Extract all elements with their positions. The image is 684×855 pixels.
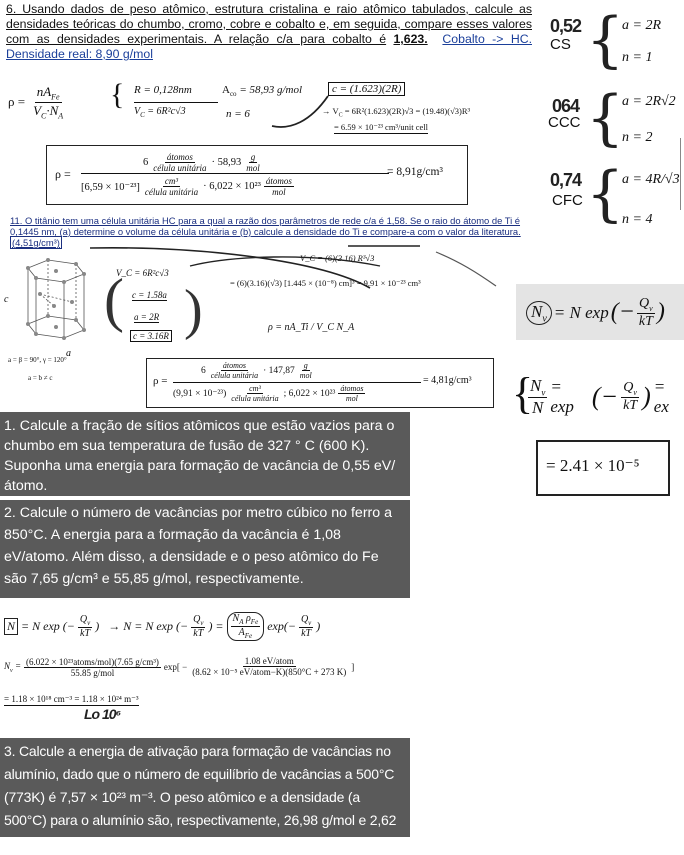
given-n: n = 6 xyxy=(226,108,250,120)
vacancy-exp-frac xyxy=(637,296,655,330)
cobalt-mass: · 58,93 xyxy=(211,157,242,168)
fe-nrho-sub: A xyxy=(239,618,244,626)
vacancy-lhs-n: N xyxy=(531,301,543,321)
given-aco-val: = 58,93 g/mol xyxy=(239,84,303,96)
ti-cm3-frac xyxy=(229,384,280,403)
hand-arrow xyxy=(270,92,340,132)
given-vc-result: = 6.59 × 10⁻²³ cm³/unit cell xyxy=(334,122,428,132)
structure-ccc-eq1: a = 2R√2 xyxy=(622,94,676,109)
given-r: R = 0,128nm xyxy=(134,84,192,96)
fe-line1-frac3 xyxy=(299,614,313,639)
fe-line1-exp2: = N exp xyxy=(134,619,173,633)
cobalt-atomsmol-frac xyxy=(264,176,294,197)
cobalt-calc-box xyxy=(46,145,468,205)
ti-brace-right: ) xyxy=(184,279,203,341)
given-vc-val: = 6R²c√3 xyxy=(147,106,186,117)
vacancy-ratio-brace: { xyxy=(512,369,534,418)
given-vc xyxy=(134,106,186,119)
density-num: nA xyxy=(36,84,52,99)
ti-calc-rho: ρ = xyxy=(153,375,168,387)
vacancy-ratio-q: Q xyxy=(623,380,634,396)
fe-calc-line3: = 1.18 × 10¹⁸ cm⁻³ = 1.18 × 10²⁴ m⁻³ xyxy=(4,694,139,704)
ti-atoms: átomos xyxy=(222,361,246,370)
fe-kt: kT xyxy=(80,628,91,639)
fe-line1-exp: = N exp xyxy=(21,619,60,633)
ti-gmol-frac xyxy=(298,361,314,380)
given-divider xyxy=(134,102,218,103)
problem-11-lit: (4,51g/cm³) xyxy=(12,237,60,248)
structure-cfc-eq1: a = 4R/√3 xyxy=(622,172,680,187)
vacancy-ratio-eq: $\frac{N_v}{N}$ = exp (− $\frac{Q_v}{kT}$ ) = ex xyxy=(528,376,684,418)
titanium-calc-box xyxy=(146,358,494,408)
ti-a-eq: a = 2R xyxy=(134,312,160,322)
cobalt-cell: célula unitária xyxy=(153,163,207,173)
fe-line1-frac xyxy=(78,614,92,639)
fe-line2-exp-den: (8.62 × 10⁻⁵ eV/atom−K)(850°C + 273 K) xyxy=(192,667,347,677)
cobalt-fraction xyxy=(81,148,389,200)
vacancy-ratio-kt: kT xyxy=(623,398,638,414)
fe-kt-3: kT xyxy=(301,628,312,639)
cobalt-gmol-frac xyxy=(244,152,262,173)
vacancy-formula-box xyxy=(516,284,684,340)
cobalt-rho: ρ = xyxy=(55,167,71,181)
fe-line1-n: N xyxy=(4,618,18,635)
fe-line2-exp-frac xyxy=(190,656,348,678)
given-vc-calc: → $V_C = 6R^2(1.623)(2R)√3 = (19.48)(√3)R^3$ xyxy=(322,106,471,119)
hcp-neq: a = b ≠ c xyxy=(28,374,53,382)
ti-na: ; 6,022 × 10²³ xyxy=(283,388,336,399)
fe-calc-block xyxy=(4,606,414,726)
ti-vol: (9,91 × 10⁻²³) xyxy=(173,389,227,399)
cobalt-num-a: 6 xyxy=(143,157,149,168)
ti-mol-2: mol xyxy=(345,394,358,403)
hand-strokes-ti xyxy=(80,226,510,296)
fe-calc-line2: $N_v$ = $\frac{\text{(6.022 × 10²³atoms/mol)(7.65 g/cm³)}}{\text{55.85 g/mol}}$ exp[ − $\frac{\text{1.08 eV/atom}}{\text{(8.62 × 10⁻⁵ eV/atom−K)(850°C + 273 K)}}$ ] xyxy=(4,656,355,678)
ti-result: = 4,81g/cm³ xyxy=(423,375,472,386)
structure-cs-label: CS xyxy=(550,36,571,53)
ti-mol: mol xyxy=(299,371,312,380)
ti-vc-sub: V_C = (6)(3.16) R³√3 xyxy=(300,253,375,263)
question-1-text: 1. Calcule a fração de sítios atômicos que estão vazios para o chumbo em sua temperatura de fusão de 327 ° C (600 K). Suponha uma energia para formação de vacância de 0,55 eV/átomo. xyxy=(4,418,396,494)
cobalt-na: · 6,022 × 10²³ xyxy=(203,181,261,192)
given-vc-sub: C xyxy=(140,111,145,119)
vacancy-ratio-exp xyxy=(621,380,639,414)
vacancy-result: = 2.41 × 10⁻⁵ xyxy=(546,456,640,475)
question-3-panel xyxy=(0,738,410,851)
question-1-panel xyxy=(0,412,410,496)
vacancy-ratio-q-sub: v xyxy=(633,388,637,398)
fe-line2-den: 55.85 g/mol xyxy=(70,667,115,678)
structure-ccc-eq2: n = 2 xyxy=(622,130,653,145)
fe-line2-num: (6.022 × 10²³atoms/mol)(7.65 g/cm³) xyxy=(26,656,159,667)
vacancy-ratio-mid: = exp xyxy=(550,377,574,417)
ti-g: g xyxy=(303,361,308,370)
fe-rho-sub: Fe xyxy=(250,618,259,626)
structure-ccc-brace: { xyxy=(586,83,625,153)
rho-label: ρ = xyxy=(8,94,26,110)
problem-6-text: 6. Usando dados de peso atômico, estrutura cristalina e raio atômico tabulados, calcule as densidades teóricas do chumbo, cromo, cobre e cobalto e, em seguida, compare esses valores com as densidades experimentais. A relação c/a para cobalto é xyxy=(6,2,532,46)
vacancy-q-sub: v xyxy=(649,303,653,313)
ti-cell: célula unitária xyxy=(210,371,259,380)
vacancy-kt: kT xyxy=(638,313,653,329)
ti-fraction-bar xyxy=(173,382,421,383)
ti-mass: · 147,87 xyxy=(263,365,295,376)
structure-cs-brace: { xyxy=(586,5,625,75)
question-2-panel xyxy=(0,500,410,598)
structure-cfc-brace: { xyxy=(586,159,625,229)
density-formula xyxy=(8,84,65,120)
fe-line2-frac xyxy=(24,657,161,678)
hcp-angles: a = β = 90°, γ = 120° xyxy=(8,356,67,364)
fe-calc-line1: N = N exp (− $\frac{Q_v}{kT}$ ) → N = N exp (− $\frac{Q_v}{kT}$ ) = $\frac{N_A \rho_{Fe}}{A_{Fe}}$ exp(− $\frac{Q_v}{kT}$ ) xyxy=(4,612,320,641)
fe-nrho: N xyxy=(232,613,240,624)
cobalt-g: g xyxy=(250,152,256,162)
ti-vc-formula: V_C = 6R²c√3 xyxy=(116,268,169,278)
density-den: V xyxy=(33,102,42,118)
vacancy-ratio-tail: = ex xyxy=(653,377,669,417)
fe-q-3: Q xyxy=(300,614,309,625)
cobalt-cell-2: célula unitária xyxy=(144,187,199,197)
cut-bracket xyxy=(680,138,684,210)
vacancy-q: Q xyxy=(639,296,650,311)
given-aco-sub: co xyxy=(229,90,237,99)
density-fraction xyxy=(31,84,65,120)
structure-cfc-label: CFC xyxy=(552,192,583,209)
structure-cs-hand: 0,52 xyxy=(550,16,582,36)
vacancy-lhs xyxy=(526,301,552,325)
structure-ccc-hand: 064 xyxy=(552,96,580,116)
given-c: c = (1.623)(2R) xyxy=(328,82,405,96)
cobalt-fraction-bar xyxy=(81,173,389,174)
vacancy-ratio-num: N xyxy=(530,376,542,395)
fe-line2-n-sub: v xyxy=(10,667,13,674)
ti-atoms-frac xyxy=(209,361,260,380)
cobalt-denominator xyxy=(81,176,294,197)
question-3-text: 3. Calcule a energia de ativação para formação de vacâncias no alumínio, dado que o número de equilíbrio de vacâncias a 500°C (773K) é 7,57 × 10²³ m⁻³. O peso atômico e a densidade (a 500°C) para o alumínio são, respectivamente, 26,98 g/mol e 2,62 g/cm³. xyxy=(4,743,397,851)
given-vc-calc-val: = 6R²(1.623)(2R)√3 = (19.48)(√3)R³ xyxy=(344,106,471,116)
fe-afe: A xyxy=(238,627,245,638)
vacancy-ratio-num-sub: v xyxy=(541,387,546,398)
vacancy-formula: $N_v$ = N exp (− $\frac{Q_v}{kT}$ ) xyxy=(526,296,665,330)
ti-cell-2: célula unitária xyxy=(231,394,279,403)
fe-line2-exp-num: 1.08 eV/atom xyxy=(244,656,294,666)
ti-num-a: 6 xyxy=(201,365,206,376)
ti-numerator xyxy=(201,361,314,380)
structures-column xyxy=(548,6,684,241)
given-vc-calc-label: V xyxy=(332,106,339,116)
ti-cm3: cm³ xyxy=(249,384,261,393)
vacancy-result-box xyxy=(536,440,670,496)
fe-q-sub: v xyxy=(87,619,91,627)
ti-atoms-2: átomos xyxy=(340,384,364,393)
ti-vc-num: = (6)(3.16)(√3) [1.445 × (10⁻⁸) cm]³ = 9.91 × 10⁻²³ cm³ xyxy=(230,278,421,288)
cobalt-cm3-frac xyxy=(143,176,200,197)
vacancy-ratio-lhs xyxy=(528,376,547,418)
problem-6-ratio: 1,623. xyxy=(393,32,428,46)
ti-atomsmol-frac xyxy=(338,384,365,403)
cobalt-vol: [6,59 × 10⁻²³] xyxy=(81,181,140,193)
fe-line2-n: N xyxy=(4,660,11,671)
vacancy-ratio-den: N xyxy=(532,398,544,418)
density-num-sub: Fe xyxy=(51,92,60,102)
ti-brace-left: ( xyxy=(104,267,124,333)
axis-c-label: c xyxy=(4,294,9,305)
cobalt-atoms-2: átomos xyxy=(265,176,292,186)
fe-line1-arrow: → N xyxy=(108,619,132,633)
cobalt-result: = 8,91g/cm³ xyxy=(387,166,443,178)
fe-q-sub-2: v xyxy=(200,619,204,627)
vacancy-lhs-sub: v xyxy=(542,313,547,325)
ti-rho-formula: ρ = nA_Ti / V_C N_A xyxy=(268,322,355,333)
given-brace: { xyxy=(110,78,125,111)
given-vc-label: V xyxy=(134,106,141,117)
cobalt-mol-2: mol xyxy=(272,187,286,197)
fe-line1-frac2 xyxy=(191,614,205,639)
structure-ccc-label: CCC xyxy=(548,114,581,131)
fe-afe-sub: Fe xyxy=(244,632,253,640)
ti-denominator xyxy=(173,384,365,403)
density-den-sub: C xyxy=(41,111,47,121)
fe-calc-hand: Lo 10⁶ xyxy=(84,706,121,722)
question-2-text: 2. Calcule o número de vacâncias por metro cúbico no ferro a 850°C. A energia para a formação da vacância é 1,08 eV/atomo. Além disso, a densidade e o peso atômico do Fe são 7,65 g/cm³ e 55,85 g/mol, respectivamente. xyxy=(4,505,392,587)
problem-11-text: 11. O titânio tem uma célula unitária HC para a qual a razão dos parâmetros de rede c/a é 1,58. Se o raio do átomo de Ti é 0,1445 nm, (a) determine o volume da célula unitária e (b) calcule a densidade do Ti e compare-a com o valor da literatura. xyxy=(10,215,521,237)
density-den-tail: ·N xyxy=(46,102,59,118)
given-aco-label: A xyxy=(222,84,230,96)
problem-6-cobalt: Cobalto -> HC. Densidade real: 8,90 g/mol xyxy=(6,32,532,61)
structure-cfc-eq2: n = 4 xyxy=(622,212,653,227)
structure-cfc-hand: 0,74 xyxy=(550,170,582,190)
structure-cs-eq1: a = 2R xyxy=(622,18,661,33)
cobalt-atoms: átomos xyxy=(166,152,193,162)
given-vc-calc-sub: C xyxy=(338,112,343,119)
given-values xyxy=(110,78,540,144)
ti-c-ratio: c = 1.58a xyxy=(132,290,167,300)
ti-fraction xyxy=(173,359,421,405)
axis-a-label: a xyxy=(66,348,71,359)
structure-cs-eq2: n = 1 xyxy=(622,50,653,65)
cobalt-mol: mol xyxy=(246,163,260,173)
cobalt-cm3: cm³ xyxy=(164,176,179,186)
fe-q: Q xyxy=(79,614,88,625)
vacancy-ratio xyxy=(512,370,684,426)
cobalt-numerator xyxy=(143,152,262,173)
fe-kt-2: kT xyxy=(193,628,204,639)
problem-6-statement xyxy=(6,2,532,62)
fe-line1-nrho: $\frac{N_A \rho_{Fe}}{A_{Fe}}$ xyxy=(227,612,265,641)
cobalt-atoms-frac xyxy=(151,152,208,173)
vacancy-mid: = N exp xyxy=(553,302,609,322)
density-den-tail-sub: A xyxy=(58,111,64,121)
fe-q-sub-3: v xyxy=(308,619,312,627)
ti-c-val: c = 3.16R xyxy=(130,330,172,342)
fe-q-2: Q xyxy=(193,614,201,625)
